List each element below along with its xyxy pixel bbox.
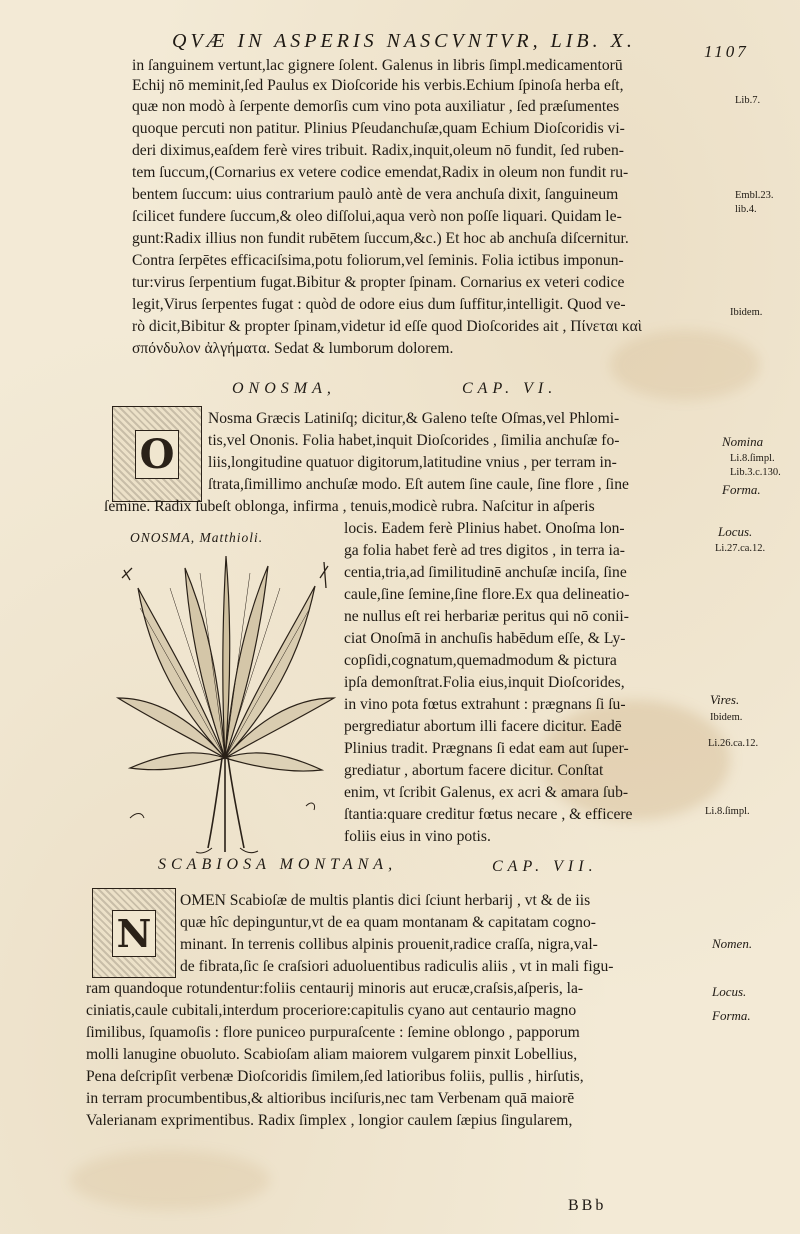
running-head: QVÆ IN ASPERIS NASCVNTVR, LIB. X. [172, 30, 636, 52]
text-line: bentem ſuccum: uius contrarium paulò antè de vera anchuſa dixit, ſanguineum [132, 186, 619, 203]
decorated-initial [112, 406, 202, 502]
text-line: deri diximus,eaſdem ferè vires tribuit. Radix,inquit,oleum nō fundit, ſed ruben- [132, 142, 624, 159]
text-line: in vino pota fœtus extrahunt : prægnans ſi ſu- [344, 696, 626, 713]
folio-number: 1107 [704, 42, 749, 61]
text-line: Nosma Græcis Latiniſq; dicitur,& Galeno teſte Oſmas,vel Phlomi- [208, 410, 620, 427]
text-line: legit,Virus ſerpentes fugat : quòd de odore eius dum ſuffitur,intelligit. Quod ve- [132, 296, 626, 313]
text-line: minant. In terrenis collibus alpinis prouenit,radice craſſa, nigra,val- [180, 936, 598, 953]
text-line: quæ non modò à ſerpente demorſis cum vino pota auxiliatur , ſed præſumentes [132, 98, 620, 115]
margin-note: lib.4. [735, 204, 757, 215]
margin-note: Locus. [718, 524, 753, 539]
text-line: centia,tria,ad ſimilitudinē anchuſæ inciſa, ſine [344, 564, 627, 581]
text-line: ciniatis,caule cubitali,interdum proceriore:capitulis cyano aut centaurio magno [86, 1002, 577, 1019]
decorated-initial [92, 888, 176, 978]
text-line: rò dicit,Bibitur & propter ſpinam,videtur id eſſe quod Dioſcorides ait , Πίνεται καὶ [132, 318, 642, 335]
margin-note: Li.26.ca.12. [708, 738, 759, 749]
margin-note: Vires. [710, 692, 740, 707]
text-line: gunt:Radix illius non fundit rubētem ſuccum,&c.) Et hoc ab anchuſa diſcernitur. [132, 230, 629, 247]
text-line: Contra ſerpētes efficaciſsima,potu foliorum,vel ſeminis. Folia ictibus imponun- [132, 252, 624, 269]
initial-letter: N [112, 910, 157, 957]
text-line: ciat Onoſmā in anchuſis habēdum eſſe, & Ly- [344, 630, 626, 647]
margin-note: Lib.3.c.130. [730, 467, 781, 478]
text-line: tem ſuccum,(Cornarius ex vetere codice emendat,Radix in oleum non fundit ru- [132, 164, 629, 181]
text-line: ga folia habet ferè ad tres digitos , in terra ia- [344, 542, 625, 559]
margin-note: Li.8.ſimpl. [705, 806, 750, 817]
text-line: Pena deſcripſit verbenæ Dioſcoridis ſimilem,ſed latioribus foliis, pullis , hirſutis, [86, 1068, 584, 1085]
chapter-number: CAP. VII. [492, 858, 598, 875]
margin-note: Lib.7. [735, 95, 761, 106]
text-line: quæ hîc depinguntur,vt de ea quam montanam & capitatam cogno- [180, 914, 596, 931]
margin-note: Nomen. [712, 936, 753, 951]
text-line: enim, vt ſcribit Galenus, ex acri & amara ſub- [344, 784, 629, 801]
text-line: pergrediatur abortum illi facere dicitur. Eadē [344, 718, 622, 735]
text-line: OMEN Scabioſæ de multis plantis dici ſciunt herbarij , vt & de iis [180, 892, 591, 909]
text-line: caule,ſine ſemine,ſine flore.Ex qua delineatio- [344, 586, 630, 603]
signature-mark: BBb [568, 1197, 607, 1214]
text-line: Valerianam exprimentibus. Radix ſimplex , longior caulem ſæpius ſingularem, [86, 1112, 573, 1129]
text-line: copſidi,cognatum,quemadmodum & pictura [344, 652, 617, 669]
margin-note: Forma. [722, 482, 761, 497]
text-line: tur:virus ſerpentium fugat.Bibitur & propter ſpinam. Cornarius ex veteri codice [132, 274, 625, 291]
text-line: molli lanugine obuoluto. Scabioſam aliam maiorem vulgarem pinxit Lobellius, [86, 1046, 578, 1063]
margin-note: Li.27.ca.12. [715, 543, 766, 554]
chapter-heading: ONOSMA, [232, 380, 336, 397]
margin-note: Forma. [712, 1008, 751, 1023]
text-line: grediatur , abortum facere dicitur. Conſtat [344, 762, 604, 779]
text-line: de fibrata,ſic ſe craſsiori aduoluentibus radiculis aliis , vt in mali figu- [180, 958, 614, 975]
margin-note: Locus. [712, 984, 747, 999]
text-line: ſtrata,ſimillimo anchuſæ modo. Eſt autem ſine caule, ſine flore , ſine [208, 476, 629, 493]
text-line: σπόνδυλον ἀλγήματα. Sedat & lumborum dolorem. [132, 340, 454, 357]
text-line: in ſanguinem vertunt,lac gignere ſolent. Galenus in libris ſimpl.medicamentorū [132, 57, 623, 74]
chapter-heading: SCABIOSA MONTANA, [158, 856, 398, 873]
text-line: ipſa demonſtrat.Folia eius,inquit Dioſcorides, [344, 674, 625, 691]
onosma-woodcut [110, 548, 340, 856]
margin-note: Nomina [722, 434, 764, 449]
text-line: quoque percuti non patitur. Plinius Pſeudanchuſæ,quam Echium Dioſcoridis vi- [132, 120, 625, 137]
text-line: locis. Eadem ferè Plinius habet. Onoſma lon- [344, 520, 625, 537]
water-stain [70, 1150, 270, 1210]
text-line: in terram procumbentibus,& altioribus inciſuris,nec tam Verbenam quā maiorē [86, 1090, 575, 1107]
initial-letter: O [135, 430, 180, 479]
margin-note: Embl.23. [735, 190, 774, 201]
chapter-number: CAP. VI. [462, 380, 558, 397]
text-line: liis,longitudine quatuor digitorum,latitudine vnius , per terram in- [208, 454, 617, 471]
text-line: ſemine. Radix ſubeſt oblonga, infirma , tenuis,modicè rubra. Naſcitur in aſperis [104, 498, 595, 515]
figure-caption: ONOSMA, Matthioli. [130, 530, 264, 545]
margin-note: Li.8.ſimpl. [730, 453, 775, 464]
text-line: ſcilicet fundere ſuccum,& oleo diſſolui,aqua verò non poſſe liquari. Quidam le- [132, 208, 622, 225]
text-line: Plinius tradit. Prægnans ſi edat eam aut ſuper- [344, 740, 629, 757]
text-line: ne nullus eſt rei herbariæ peritus qui nō conii- [344, 608, 629, 625]
text-line: foliis eius in vino potis. [344, 828, 491, 845]
margin-note: Ibidem. [730, 307, 763, 318]
margin-note: Ibidem. [710, 712, 743, 723]
text-line: Echij nō meminit,ſed Paulus ex Dioſcoride his verbis.Echium ſpinoſa herba eſt, [132, 77, 624, 94]
water-stain [610, 330, 760, 400]
text-line: ſtantia:quare creditur fœtus necare , & efficere [344, 806, 633, 823]
text-line: ram quandoque rotundentur:foliis centaurij minoris aut erucæ,craſsis,aſperis, la- [86, 980, 584, 997]
text-line: tis,vel Ononis. Folia habet,inquit Dioſcorides , ſimilia anchuſæ fo- [208, 432, 620, 449]
text-line: ſimilibus, ſquamoſis : flore puniceo purpuraſcente : ſemine oblongo , papporum [86, 1024, 580, 1041]
